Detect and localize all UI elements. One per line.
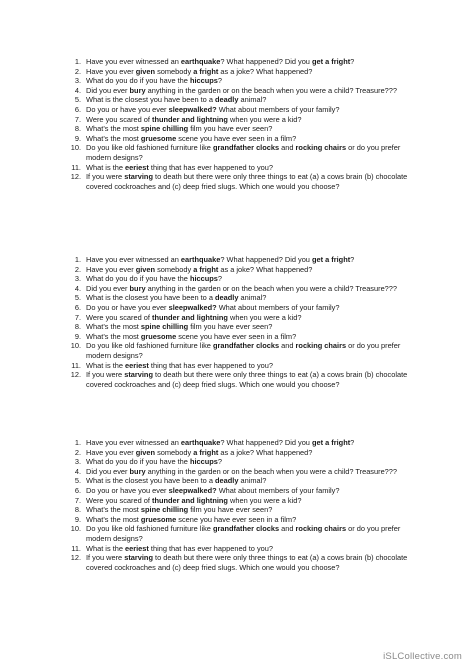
question-number: 2. bbox=[74, 66, 81, 76]
question-number: 8. bbox=[74, 124, 81, 134]
question-number: 9. bbox=[74, 514, 81, 524]
question-text: Did you ever bury anything in the garden or on the beach when you were a child? Treasure??? bbox=[86, 283, 398, 293]
question-text: If you were starving to death but there were only three things to eat (a) a cows brain (b) chocolate covered cockroaches and (c) deep fried slugs. Which one would you choose? bbox=[86, 370, 408, 389]
question-number: 10. bbox=[70, 143, 81, 153]
question-number: 1. bbox=[74, 438, 81, 447]
question-number: 7. bbox=[74, 114, 81, 124]
question-text: Did you ever bury anything in the garden or on the beach when you were a child? Treasure??? bbox=[86, 85, 398, 95]
question-list-3 bbox=[70, 438, 410, 572]
question-item bbox=[70, 457, 410, 467]
question-text: Do you like old fashioned furniture like grandfather clocks and rocking chairs or do you prefer modern designs? bbox=[86, 143, 401, 162]
question-number: 9. bbox=[74, 331, 81, 341]
question-item bbox=[70, 143, 410, 162]
question-number: 1. bbox=[74, 57, 81, 66]
question-item bbox=[70, 524, 410, 543]
question-number: 12. bbox=[70, 172, 81, 182]
question-text: Were you scared of thunder and lightning when you were a kid? bbox=[86, 312, 302, 322]
question-text: If you were starving to death but there were only three things to eat (a) a cows brain (b) chocolate covered cockroaches and (c) deep fried slugs. Which one would you choose? bbox=[86, 553, 408, 572]
question-number: 12. bbox=[70, 370, 81, 380]
question-number: 8. bbox=[74, 322, 81, 332]
question-item bbox=[70, 163, 410, 173]
question-text: What’s the most gruesome scene you have ever seen in a film? bbox=[86, 514, 297, 524]
question-number: 2. bbox=[74, 264, 81, 274]
question-list-2 bbox=[70, 255, 410, 389]
question-text: Do you like old fashioned furniture like grandfather clocks and rocking chairs or do you prefer modern designs? bbox=[86, 341, 401, 360]
question-number: 6. bbox=[74, 104, 81, 114]
question-number: 5. bbox=[74, 95, 81, 105]
question-text: Were you scared of thunder and lightning when you were a kid? bbox=[86, 114, 302, 124]
question-item bbox=[70, 284, 410, 294]
question-item bbox=[70, 505, 410, 515]
question-item bbox=[70, 86, 410, 96]
question-text: What is the closest you have been to a deadly animal? bbox=[86, 293, 267, 303]
question-list-1 bbox=[70, 57, 410, 191]
question-number: 4. bbox=[74, 283, 81, 293]
question-text: What’s the most gruesome scene you have ever seen in a film? bbox=[86, 331, 297, 341]
question-number: 12. bbox=[70, 553, 81, 563]
question-number: 4. bbox=[74, 85, 81, 95]
question-item bbox=[70, 76, 410, 86]
question-text: Have you ever witnessed an earthquake? What happened? Did you get a fright? bbox=[86, 57, 355, 66]
question-text: Have you ever witnessed an earthquake? What happened? Did you get a fright? bbox=[86, 255, 355, 264]
question-item bbox=[70, 544, 410, 554]
question-number: 9. bbox=[74, 133, 81, 143]
question-number: 11. bbox=[71, 543, 81, 553]
question-number: 3. bbox=[74, 76, 81, 86]
question-text: Have you ever given somebody a fright as a joke? What happened? bbox=[86, 264, 313, 274]
question-item bbox=[70, 332, 410, 342]
question-number: 6. bbox=[74, 302, 81, 312]
question-text: Did you ever bury anything in the garden or on the beach when you were a child? Treasure??? bbox=[86, 466, 398, 476]
question-number: 5. bbox=[74, 476, 81, 486]
question-text: What do you do if you have the hiccups? bbox=[86, 76, 223, 86]
question-text: Do you or have you ever sleepwalked? What about members of your family? bbox=[86, 485, 340, 495]
question-text: What’s the most gruesome scene you have ever seen in a film? bbox=[86, 133, 297, 143]
question-item bbox=[70, 515, 410, 525]
question-number: 5. bbox=[74, 293, 81, 303]
question-number: 11. bbox=[71, 360, 81, 370]
question-text: What do you do if you have the hiccups? bbox=[86, 457, 223, 467]
question-item bbox=[70, 124, 410, 134]
question-number: 10. bbox=[70, 341, 81, 351]
question-number: 3. bbox=[74, 457, 81, 467]
question-item bbox=[70, 341, 410, 360]
question-item bbox=[70, 496, 410, 506]
question-text: What do you do if you have the hiccups? bbox=[86, 274, 223, 284]
question-item bbox=[70, 361, 410, 371]
question-item bbox=[70, 370, 410, 389]
question-number: 3. bbox=[74, 274, 81, 284]
question-item bbox=[70, 448, 410, 458]
question-text: What is the eeriest thing that has ever happened to you? bbox=[86, 360, 273, 370]
question-item bbox=[70, 255, 410, 265]
question-text: Do you like old fashioned furniture like grandfather clocks and rocking chairs or do you prefer modern designs? bbox=[86, 524, 401, 543]
question-item bbox=[70, 105, 410, 115]
question-number: 7. bbox=[74, 312, 81, 322]
question-item bbox=[70, 274, 410, 284]
question-item bbox=[70, 322, 410, 332]
question-text: What is the eeriest thing that has ever happened to you? bbox=[86, 162, 273, 172]
question-number: 4. bbox=[74, 466, 81, 476]
question-item bbox=[70, 553, 410, 572]
watermark: iSLCollective.com bbox=[383, 651, 462, 662]
question-number: 6. bbox=[74, 485, 81, 495]
question-item bbox=[70, 303, 410, 313]
question-item bbox=[70, 293, 410, 303]
question-number: 11. bbox=[71, 162, 81, 172]
question-text: What’s the most spine chilling film you have ever seen? bbox=[86, 505, 273, 515]
question-item bbox=[70, 57, 410, 67]
question-text: Do you or have you ever sleepwalked? What about members of your family? bbox=[86, 104, 340, 114]
question-text: Do you or have you ever sleepwalked? What about members of your family? bbox=[86, 302, 340, 312]
question-text: What’s the most spine chilling film you have ever seen? bbox=[86, 322, 273, 332]
question-item bbox=[70, 95, 410, 105]
question-item bbox=[70, 67, 410, 77]
question-item bbox=[70, 134, 410, 144]
question-text: What is the eeriest thing that has ever happened to you? bbox=[86, 543, 273, 553]
question-item bbox=[70, 467, 410, 477]
question-text: Have you ever given somebody a fright as a joke? What happened? bbox=[86, 66, 313, 76]
question-number: 10. bbox=[70, 524, 81, 534]
question-number: 2. bbox=[74, 447, 81, 457]
question-text: What is the closest you have been to a deadly animal? bbox=[86, 95, 267, 105]
question-number: 1. bbox=[74, 255, 81, 264]
question-text: If you were starving to death but there were only three things to eat (a) a cows brain (b) chocolate covered cockroaches and (c) deep fried slugs. Which one would you choose? bbox=[86, 172, 408, 191]
question-number: 7. bbox=[74, 495, 81, 505]
question-item bbox=[70, 265, 410, 275]
question-item bbox=[70, 172, 410, 191]
question-item bbox=[70, 313, 410, 323]
question-item bbox=[70, 476, 410, 486]
question-text: What’s the most spine chilling film you have ever seen? bbox=[86, 124, 273, 134]
question-text: Have you ever given somebody a fright as a joke? What happened? bbox=[86, 447, 313, 457]
question-text: Were you scared of thunder and lightning when you were a kid? bbox=[86, 495, 302, 505]
question-number: 8. bbox=[74, 505, 81, 515]
question-text: Have you ever witnessed an earthquake? What happened? Did you get a fright? bbox=[86, 438, 355, 447]
question-item bbox=[70, 438, 410, 448]
question-item bbox=[70, 486, 410, 496]
question-item bbox=[70, 115, 410, 125]
question-text: What is the closest you have been to a deadly animal? bbox=[86, 476, 267, 486]
